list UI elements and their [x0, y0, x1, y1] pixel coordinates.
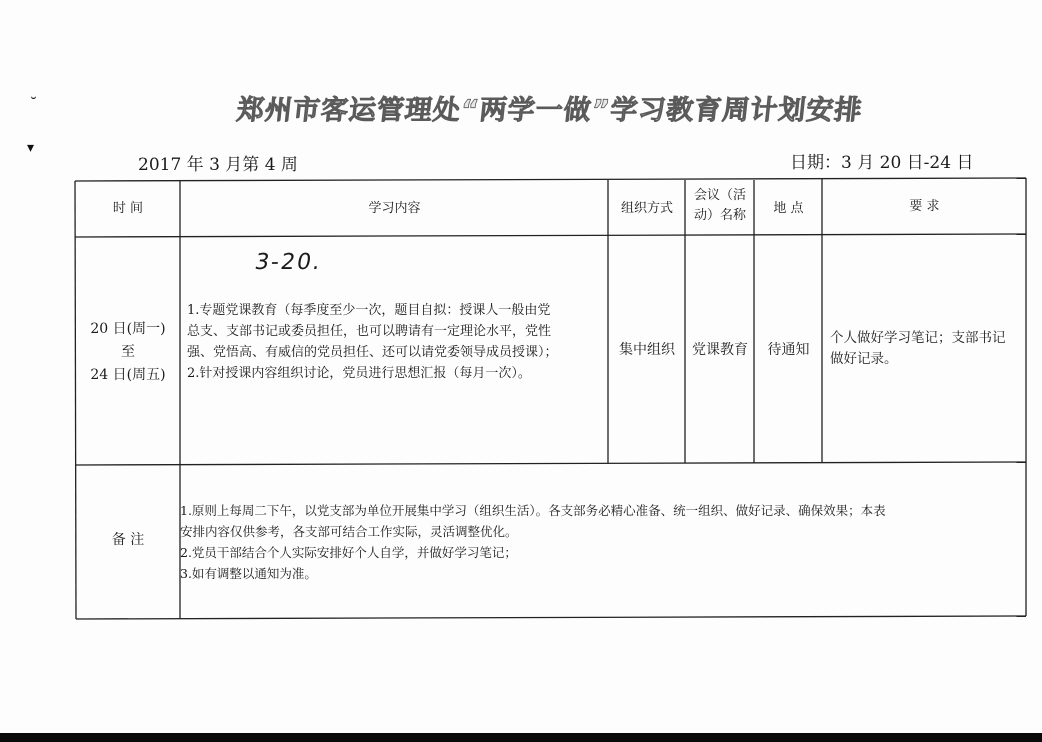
content-line: 强、党悟高、有威信的党员担任、还可以请党委领导成员授课）； [187, 345, 558, 360]
week-label: 2017 年 3 月第 4 周 [138, 155, 298, 175]
remarks-label: 备 注 [111, 532, 145, 548]
header-meeting-line1: 会议（活 [693, 188, 746, 203]
handwritten-date: 3-20. [252, 250, 325, 275]
time-to: 至 [121, 344, 135, 360]
requirement-value [830, 328, 1026, 370]
scan-speck-mark: ▾ [27, 140, 35, 156]
remarks-content [180, 500, 1026, 584]
header-place: 地 点 [773, 201, 804, 216]
time-end: 24 日(周五) [90, 367, 166, 383]
remarks-line: 安排内容仅供参考，各支部可结合工作实际，灵活调整优化。 [180, 524, 518, 539]
content-line: 总支、支部书记或委员担任，也可以聘请有一定理论水平，党性 [187, 324, 552, 339]
place-value: 待通知 [767, 342, 810, 358]
header-meeting-line2: 动）名称 [693, 208, 746, 223]
requirement-line: 个人做好学习笔记；支部书记 [830, 330, 1006, 346]
remarks-line: 3.如有调整以通知为准。 [180, 566, 317, 581]
header-requirement: 要 求 [909, 199, 940, 214]
header-meeting [686, 186, 754, 236]
date-range: 日期：3 月 20 日-24 日 [790, 153, 974, 173]
time-range [76, 318, 180, 387]
scan-speck-mark: ˘ [30, 96, 37, 112]
header-method: 组织方式 [620, 201, 673, 216]
meeting-value: 党课教育 [692, 342, 748, 358]
scan-bottom-edge [0, 733, 1042, 742]
content-line: 1.专题党课教育（每季度至少一次，题目自拟：授课人一般由党 [187, 303, 551, 318]
time-start: 20 日(周一) [90, 321, 166, 337]
header-time: 时 间 [112, 201, 144, 216]
requirement-line: 做好记录。 [830, 351, 898, 367]
document-title: 郑州市客运管理处“两学一做”学习教育周计划安排 [235, 95, 865, 126]
method-value: 集中组织 [619, 342, 675, 358]
header-content: 学习内容 [368, 201, 421, 216]
remarks-line: 1.原则上每周二下午，以党支部为单位开展集中学习（组织生活）。各支部务必精心准备、统一组织、做好记录、确保效果；本表 [180, 503, 886, 518]
study-content [187, 300, 607, 384]
remarks-line: 2.党员干部结合个人实际安排好个人自学，并做好学习笔记； [180, 545, 517, 560]
content-line: 2.针对授课内容组织讨论，党员进行思想汇报（每月一次）。 [187, 366, 531, 381]
